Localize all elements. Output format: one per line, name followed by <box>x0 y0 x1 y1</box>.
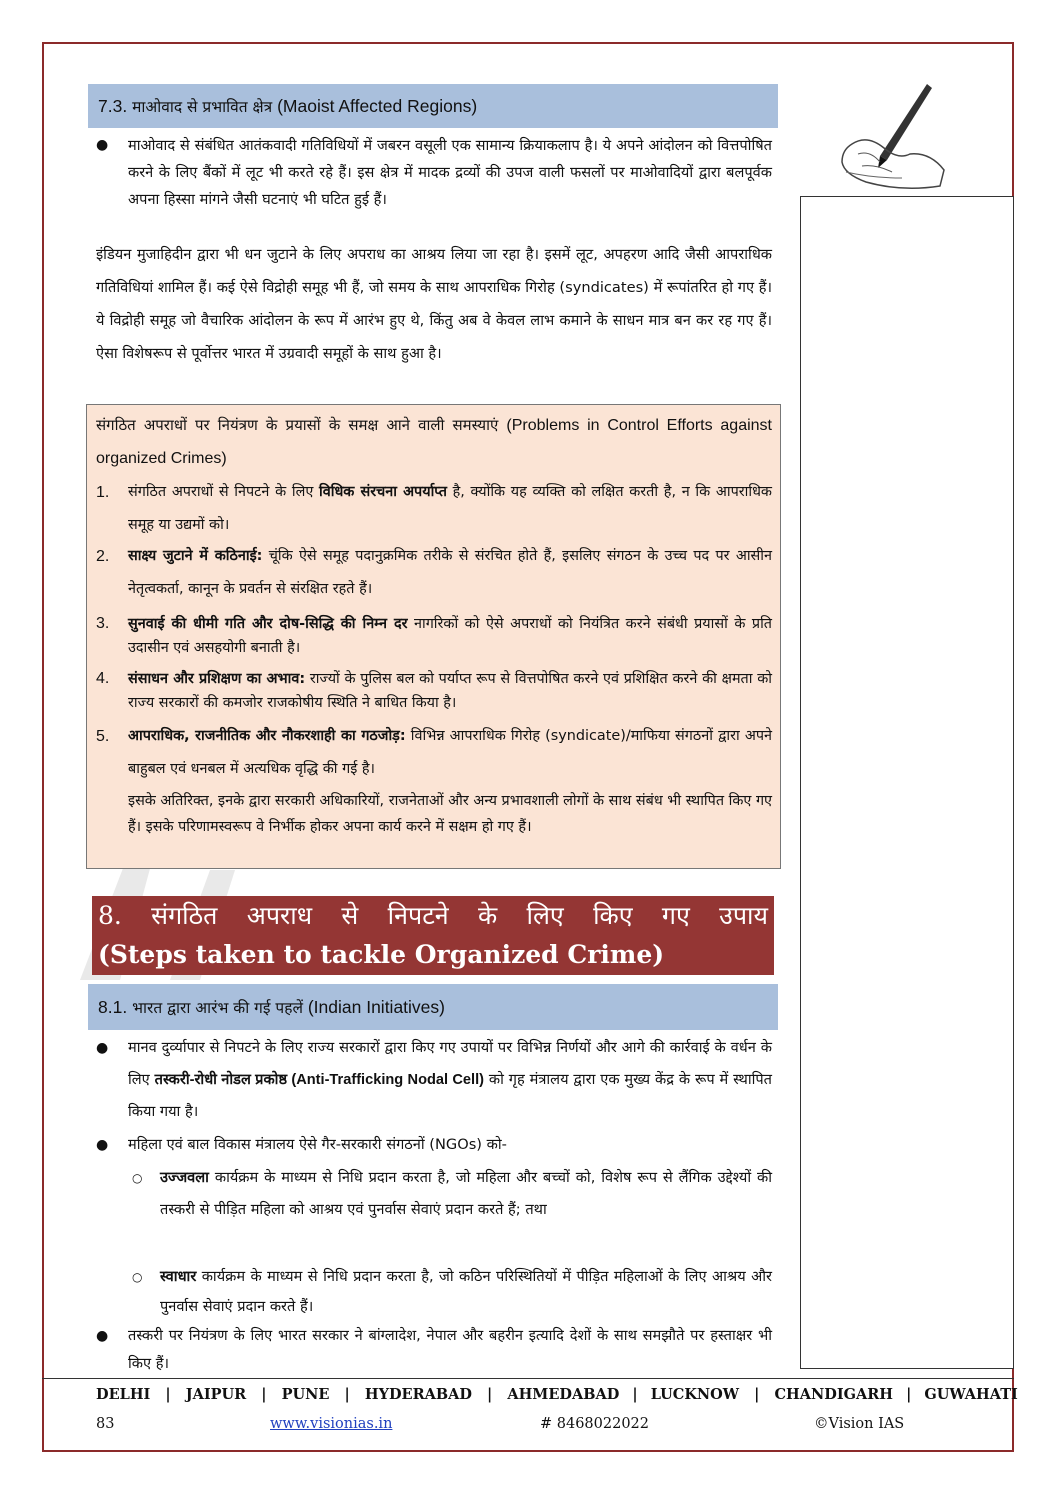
heading-english: (Indian Initiatives) <box>307 997 445 1017</box>
bullet-rest: को गृह मंत्रालय द्वारा एक मुख्य केंद्र के रूप में स्थापित किया गया है। <box>128 1071 772 1120</box>
notes-side-box <box>800 196 1014 1369</box>
heading-number: 8.1. <box>98 997 128 1017</box>
item-bold: संसाधन और प्रशिक्षण का अभाव: <box>128 671 306 687</box>
item-rest: विभिन्न आपराधिक गिरोह (syndicate)/माफिया संगठनों द्वारा अपने बाहुबल एवं धनबल में अत्यधिक वृद्धि की गई है। <box>128 728 772 777</box>
sub-bold: उज्जवला <box>160 1169 209 1186</box>
separator: | <box>344 1386 350 1403</box>
bullet-bold: तस्करी-रोधी नोडल प्रकोष्ठ (Anti-Trafficking Nodal Cell) <box>154 1072 484 1088</box>
city-ahmedabad: AHMEDABAD <box>507 1386 620 1403</box>
banner-line-hindi: 8. संगठित अपराध से निपटने के लिए किए गए उपाय <box>98 901 769 930</box>
bullet-text: माओवाद से संबंधित आतंकवादी गतिविधियों में जबरन वसूली एक सामान्य क्रियाकलाप है। ये अपने आंदोलन को वित्तपोषित करने के लिए बैंकों में लूट भी करते रहे हैं। इस क्षेत्र में मादक द्रव्यों की उपज वाली फसलों पर माओवादियों द्वारा बलपूर्वक अपना हिस्सा मांगने जैसी घटनाएं भी घटित हुई हैं। <box>128 137 772 208</box>
pen-hand-icon <box>832 82 952 194</box>
page-number: 83 <box>96 1416 115 1432</box>
problem-item-3 <box>96 612 772 660</box>
bullet-text: तस्करी पर नियंत्रण के लिए भारत सरकार ने बांग्लादेश, नेपाल और बहरीन इत्यादि देशों के साथ समझौते पर हस्ताक्षर भी किए हैं। <box>128 1327 772 1372</box>
footer-divider <box>42 1378 1014 1379</box>
section-7-3-heading <box>88 84 778 128</box>
circle-bullet: ○ <box>132 1171 143 1185</box>
heading-hindi: माओवाद से प्रभावित क्षेत्र <box>132 98 273 116</box>
box-title-hindi: संगठित अपराधों पर नियंत्रण के प्रयासों के समक्ष आने वाली समस्याएं <box>96 416 499 434</box>
extra-text: इसके अतिरिक्त, इनके द्वारा सरकारी अधिकारियों, राजनेताओं और अन्य प्रभावशाली लोगों के साथ संबंध भी स्थापित किए गए हैं। इसके परिणामस्वरूप वे निर्भीक होकर अपना कार्य करने में सक्षम हो गए हैं। <box>128 793 772 835</box>
problem-item-4 <box>96 667 772 715</box>
heading-english: (Maoist Affected Regions) <box>277 96 478 116</box>
item-number: 2. <box>96 548 110 565</box>
bullet-text: महिला एवं बाल विकास मंत्रालय ऐसे गैर-सरकारी संगठनों (NGOs) को- <box>128 1136 507 1153</box>
bullet-dot: ● <box>96 1137 109 1153</box>
sub-list-item <box>132 1162 772 1226</box>
problems-box-title <box>96 409 772 475</box>
item-bold: सुनवाई की धीमी गति और दोष-सिद्धि की निम्न दर <box>128 616 408 632</box>
phone-number: # 8468022022 <box>540 1416 650 1432</box>
city-hyderabad: HYDERABAD <box>364 1386 472 1403</box>
item-rest: चूंकि ऐसे समूह पदानुक्रमिक तरीके से संरचित होते हैं, इसलिए संगठन के उच्च पद पर आसीन नेतृत्वकर्ता, कानून के प्रवर्तन से संरक्षित रहते हैं। <box>128 548 772 597</box>
city-lucknow: LUCKNOW <box>650 1386 740 1403</box>
item-pre: संगठित अपराधों से निपटने के लिए <box>128 484 319 500</box>
bullet-text: मानव दुर्व्यापार से निपटने के लिए राज्य सरकारों द्वारा किए गए उपायों पर विभिन्न निर्णयों और आगे की कार्रवाई के वर्धन के लिए <box>128 1039 772 1088</box>
separator: | <box>906 1386 912 1403</box>
item-number: 3. <box>96 615 110 632</box>
item-rest: राज्यों के पुलिस बल को पर्याप्त रूप से वित्तपोषित करने एवं प्रशिक्षित करने की क्षमता को राज्य सरकारों की कमजोर राजकोषीय स्थिति ने बाधित किया है। <box>128 671 772 711</box>
sub-rest: कार्यक्रम के माध्यम से निधि प्रदान करता है, जो महिला और बच्चों को, विशेष रूप से लैंगिक उद्देश्यों की तस्करी से पीड़ित महिला को आश्रय एवं पुनर्वास सेवाएं प्रदान करते हैं; तथा <box>160 1169 772 1218</box>
city-guwahati: GUWAHATI <box>924 1386 1018 1403</box>
problem-item-5 <box>96 720 772 786</box>
city-jaipur: JAIPUR <box>185 1386 247 1403</box>
section-8-1-heading <box>88 984 778 1030</box>
separator: | <box>632 1386 638 1403</box>
paragraph-indian-mujahideen: इंडियन मुजाहिदीन द्वारा भी धन जुटाने के लिए अपराध का आश्रय लिया जा रहा है। इसमें लूट, अपहरण आदि जैसी आपराधिक गतिविधियां शामिल हैं। कई ऐसे विद्रोही समूह भी हैं, जो समय के साथ आपराधिक गिरोह (syndicates) में रूपांतरित हो गए हैं। ये विद्रोही समूह जो वैचारिक आंदोलन के रूप में आरंभ हुए थे, किंतु अब वे केवल लाभ कमाने के साधन मात्र बन कर रह गए हैं। ऐसा विशेषरूप से पूर्वोत्तर भारत में उग्रवादी समूहों के साथ हुआ है। <box>96 246 772 362</box>
bullet-dot: ● <box>96 1328 109 1344</box>
separator: | <box>165 1386 171 1403</box>
item-bold: साक्ष्य जुटाने में कठिनाई: <box>128 548 263 564</box>
footer-cities <box>96 1386 1018 1403</box>
list-item <box>96 1322 772 1378</box>
list-item <box>96 1130 772 1160</box>
circle-bullet: ○ <box>132 1270 143 1284</box>
sub-list-item <box>132 1262 772 1322</box>
item-rest: है, क्योंकि यह व्यक्ति को लक्षित करती है, न कि आपराधिक समूह या उद्यमों को। <box>128 484 772 533</box>
list-item <box>96 1032 772 1128</box>
item-number: 5. <box>96 728 110 745</box>
sub-rest: कार्यक्रम के माध्यम से निधि प्रदान करता है, जो कठिन परिस्थितियों में पीड़ित महिलाओं के लिए आश्रय और पुनर्वास सेवाएं प्रदान करते हैं। <box>160 1268 772 1315</box>
box-title-english: (Problems in Control Efforts against organized Crimes) <box>96 417 772 467</box>
problem-extra-text <box>96 788 772 840</box>
heading-hindi: भारत द्वारा आरंभ की गई पहलें <box>132 999 303 1017</box>
item-number: 4. <box>96 670 110 687</box>
bullet-dot: ● <box>96 137 109 153</box>
item-rest: नागरिकों को ऐसे अपराधों को नियंत्रित करने संबंधी प्रयासों के प्रति उदासीन एवं असहयोगी बनाती है। <box>128 616 772 656</box>
list-item <box>96 132 772 213</box>
item-bold: विधिक संरचना अपर्याप्त <box>318 484 447 500</box>
item-bold: आपराधिक, राजनीतिक और नौकरशाही का गठजोड़: <box>128 728 406 744</box>
separator: | <box>754 1386 760 1403</box>
section-8-banner <box>92 896 774 975</box>
city-delhi: DELHI <box>96 1386 151 1403</box>
item-number: 1. <box>96 484 110 501</box>
website-link[interactable]: www.visionias.in <box>270 1416 393 1432</box>
city-pune: PUNE <box>281 1386 330 1403</box>
city-chandigarh: CHANDIGARH <box>774 1386 893 1403</box>
bullet-dot: ● <box>96 1040 109 1056</box>
separator: | <box>487 1386 493 1403</box>
heading-number: 7.3. <box>98 96 128 116</box>
banner-line-english: (Steps taken to tackle Organized Crime) <box>98 940 665 969</box>
sub-bold: स्वाधार <box>160 1268 197 1285</box>
problem-item-1 <box>96 476 772 542</box>
copyright: ©Vision IAS <box>814 1416 905 1432</box>
separator: | <box>261 1386 267 1403</box>
problem-item-2 <box>96 540 772 606</box>
